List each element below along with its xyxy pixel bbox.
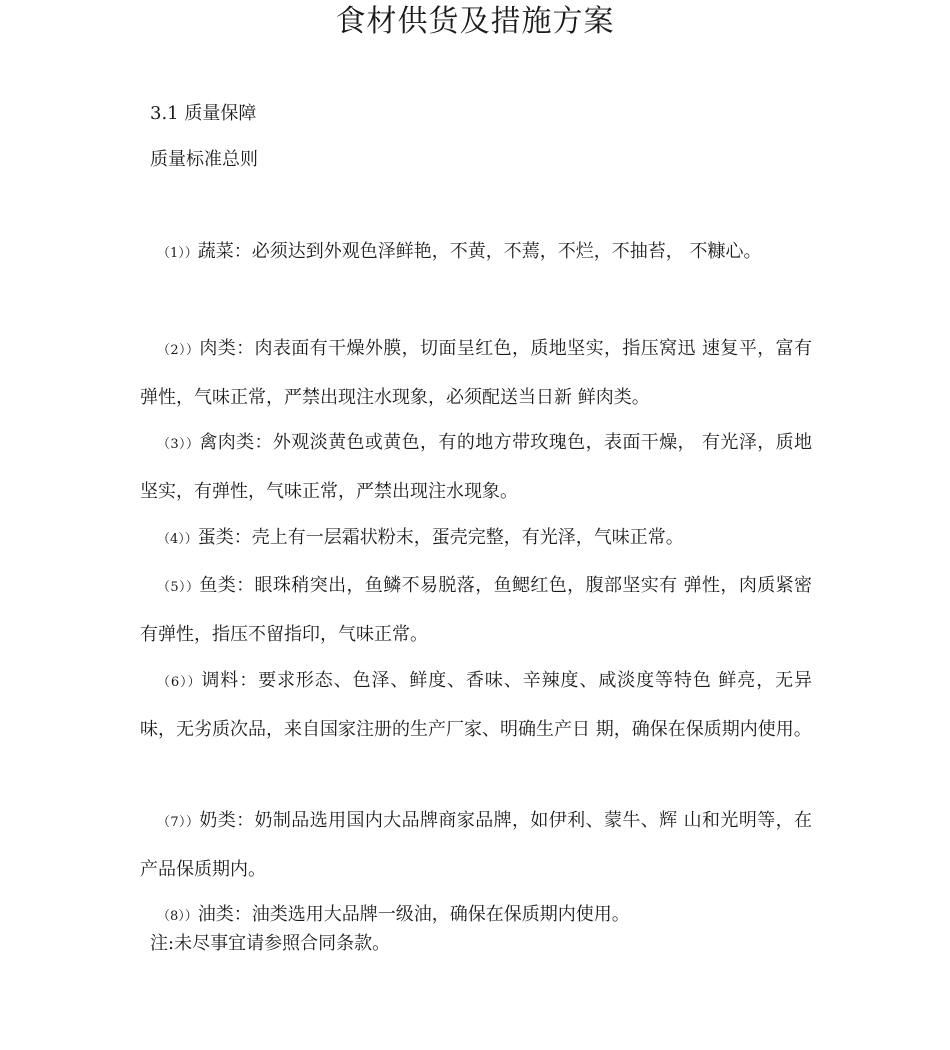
item-number: （2）） — [157, 343, 200, 358]
item-text: 蔬菜：必须达到外观色泽鲜艳，不黄，不蔫，不烂，不抽苔， 不糠心。 — [197, 241, 762, 262]
list-item — [140, 325, 812, 421]
item-text: 油类：油类选用大品牌一级油，确保在保质期内使用。 — [197, 904, 630, 925]
list-item — [140, 419, 812, 515]
item-number: （5）） — [157, 580, 200, 595]
item-number: （3）） — [157, 437, 200, 452]
footnote: 注:未尽事宜请参照合同条款。 — [150, 933, 391, 954]
item-text: 肉类：肉表面有干燥外膜，切面呈红色，质地坚实，指压窝迅 速复平，富有弹性，气味正常，严禁出现注水现象，必须配送当日新 鲜肉类。 — [140, 338, 812, 408]
document-title: 食材供货及措施方案 — [335, 4, 615, 39]
item-number: （4）） — [157, 532, 198, 547]
section-heading: 3.1 质量保障 — [150, 103, 257, 124]
list-item — [140, 797, 812, 893]
item-text: 蛋类：壳上有一层霜状粉末，蛋壳完整，有光泽，气味正常。 — [197, 527, 684, 548]
item-number: （6）） — [157, 675, 202, 690]
item-text: 禽肉类：外观淡黄色或黄色，有的地方带玫瑰色，表面干燥， 有光泽，质地坚实，有弹性，气味正常，严禁出现注水现象。 — [140, 432, 812, 502]
list-item — [140, 228, 812, 277]
list-item — [140, 562, 812, 658]
item-text: 调料：要求形态、色泽、鲜度、香味、辛辣度、咸淡度等特色 鲜亮，无异味，无劣质次品，来自国家注册的生产厂家、明确生产日 期，确保在保质期内使用。 — [140, 670, 812, 740]
subsection-heading: 质量标准总则 — [150, 149, 258, 170]
item-text: 鱼类：眼珠稍突出，鱼鳞不易脱落，鱼鳃红色，腹部坚实有 弹性，肉质紧密有弹性，指压不留指印，气味正常。 — [140, 575, 812, 645]
item-number: （7）） — [157, 815, 200, 830]
item-number: （1）） — [157, 246, 198, 261]
list-item — [140, 514, 812, 563]
item-text: 奶类：奶制品选用国内大品牌商家品牌，如伊利、蒙牛、辉 山和光明等，在产品保质期内。 — [140, 810, 812, 880]
list-item — [140, 657, 812, 753]
item-number: （8）） — [157, 909, 198, 924]
